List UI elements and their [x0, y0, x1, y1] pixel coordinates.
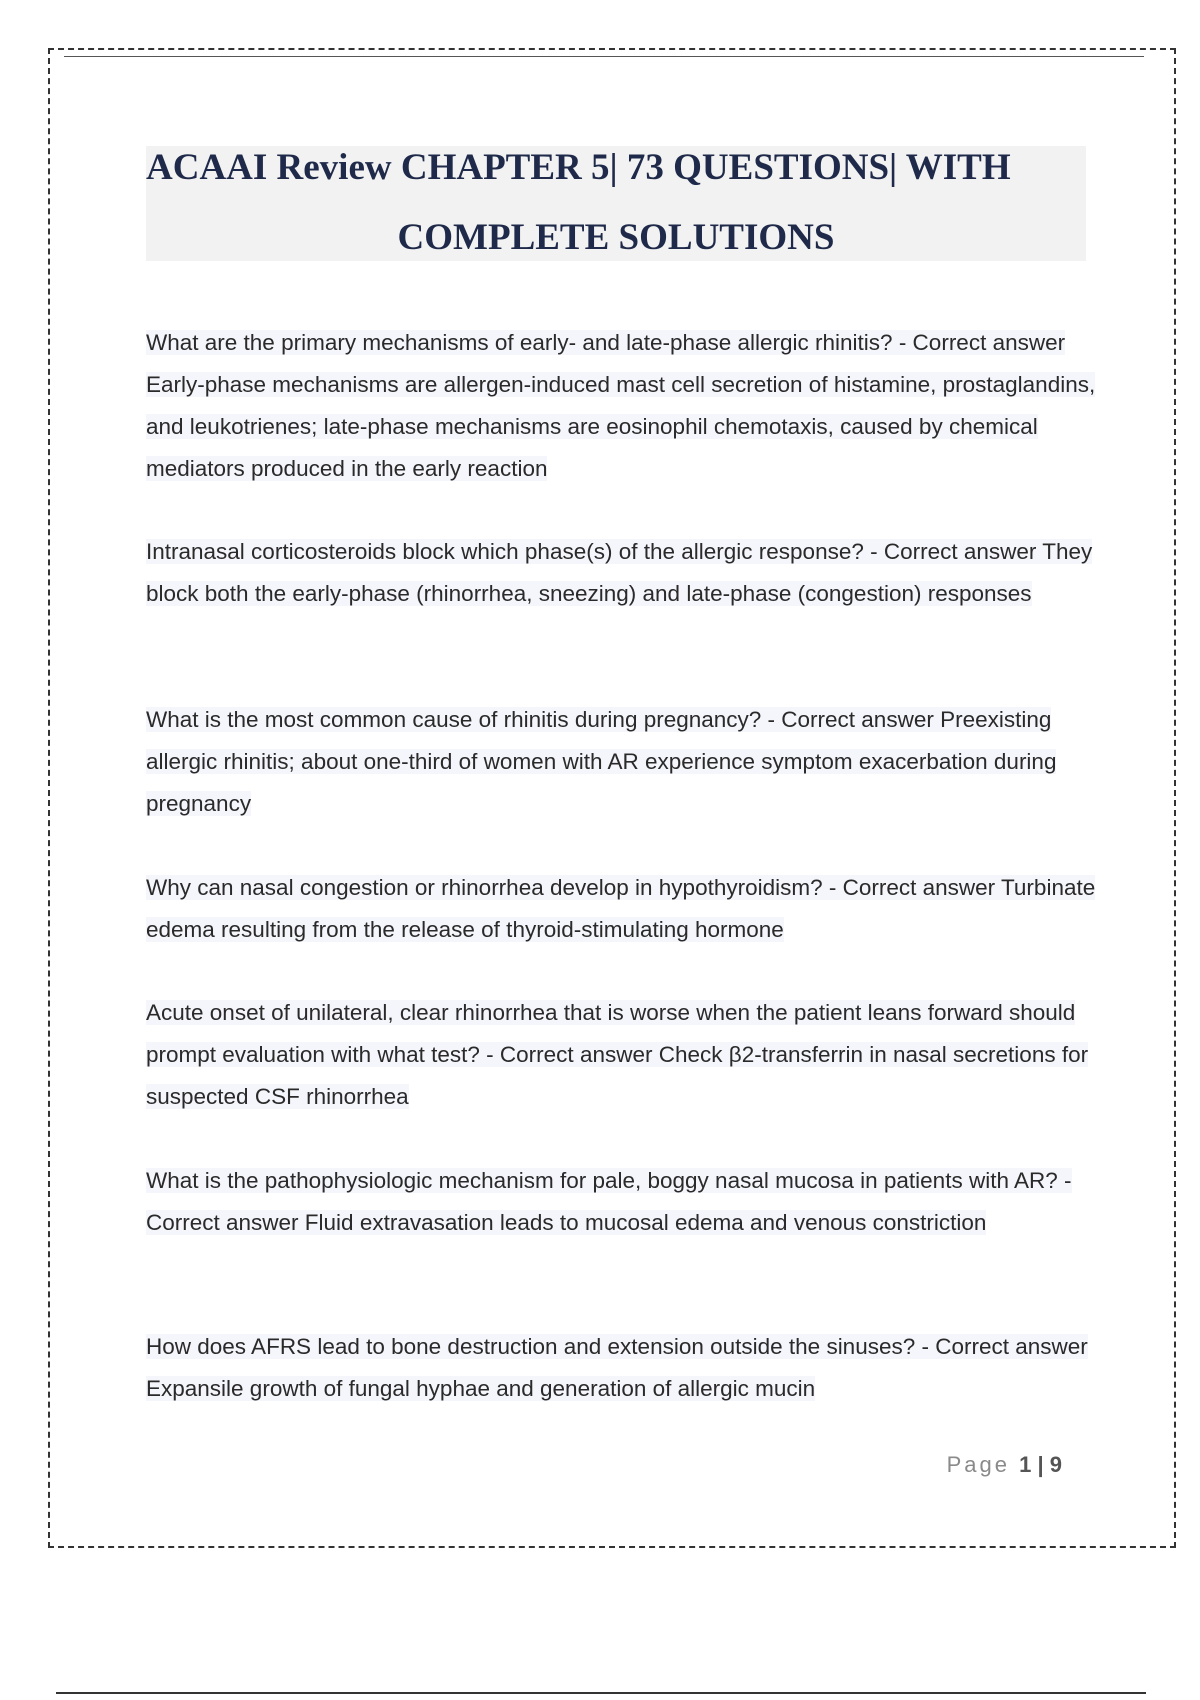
qa-text: What are the primary mechanisms of early- and late-phase allergic rhinitis? - Correct answer Early-phase mechanisms are allergen-induced mast cell secretion of histamine, prostaglandins, and leukotrienes; late-phase mechanisms are eosinophil chemotaxis, caused by chemical mediators produced in the early reaction [146, 330, 1096, 481]
qa-text: What is the pathophysiologic mechanism for pale, boggy nasal mucosa in patients with AR? - Correct answer Fluid extravasation leads to mucosal edema and venous constriction [146, 1168, 1072, 1235]
qa-item [146, 531, 1096, 615]
qa-item [146, 1326, 1096, 1410]
document-title-line-2: COMPLETE SOLUTIONS [397, 217, 835, 258]
page-label: Page [946, 1452, 1011, 1477]
bottom-rule [56, 1692, 1146, 1694]
qa-text: What is the most common cause of rhinitis during pregnancy? - Correct answer Preexisting allergic rhinitis; about one-third of women with AR experience symptom exacerbation during pregnancy [146, 707, 1057, 816]
qa-item [146, 699, 1096, 825]
page-footer [947, 1452, 1062, 1478]
qa-item [146, 1160, 1096, 1244]
top-rule [64, 56, 1144, 57]
qa-text: Acute onset of unilateral, clear rhinorrhea that is worse when the patient leans forward should prompt evaluation with what test? - Correct answer Check β2-transferrin in nasal secretions for suspected CSF rhinorrhea [146, 1000, 1089, 1109]
qa-text: Intranasal corticosteroids block which phase(s) of the allergic response? - Correct answer They block both the early-phase (rhinorrhea, sneezing) and late-phase (congestion) responses [146, 539, 1093, 606]
document-title-line-1: ACAAI Review CHAPTER 5| 73 QUESTIONS| WITH [146, 147, 1011, 188]
qa-text: Why can nasal congestion or rhinorrhea develop in hypothyroidism? - Correct answer Turbinate edema resulting from the release of thyroid-stimulating hormone [146, 875, 1096, 942]
qa-item [146, 992, 1096, 1118]
qa-item [146, 867, 1096, 951]
qa-text: How does AFRS lead to bone destruction and extension outside the sinuses? - Correct answer Expansile growth of fungal hyphae and generation of allergic mucin [146, 1334, 1088, 1401]
page-number: 1 | 9 [1019, 1452, 1062, 1477]
qa-item [146, 322, 1096, 490]
